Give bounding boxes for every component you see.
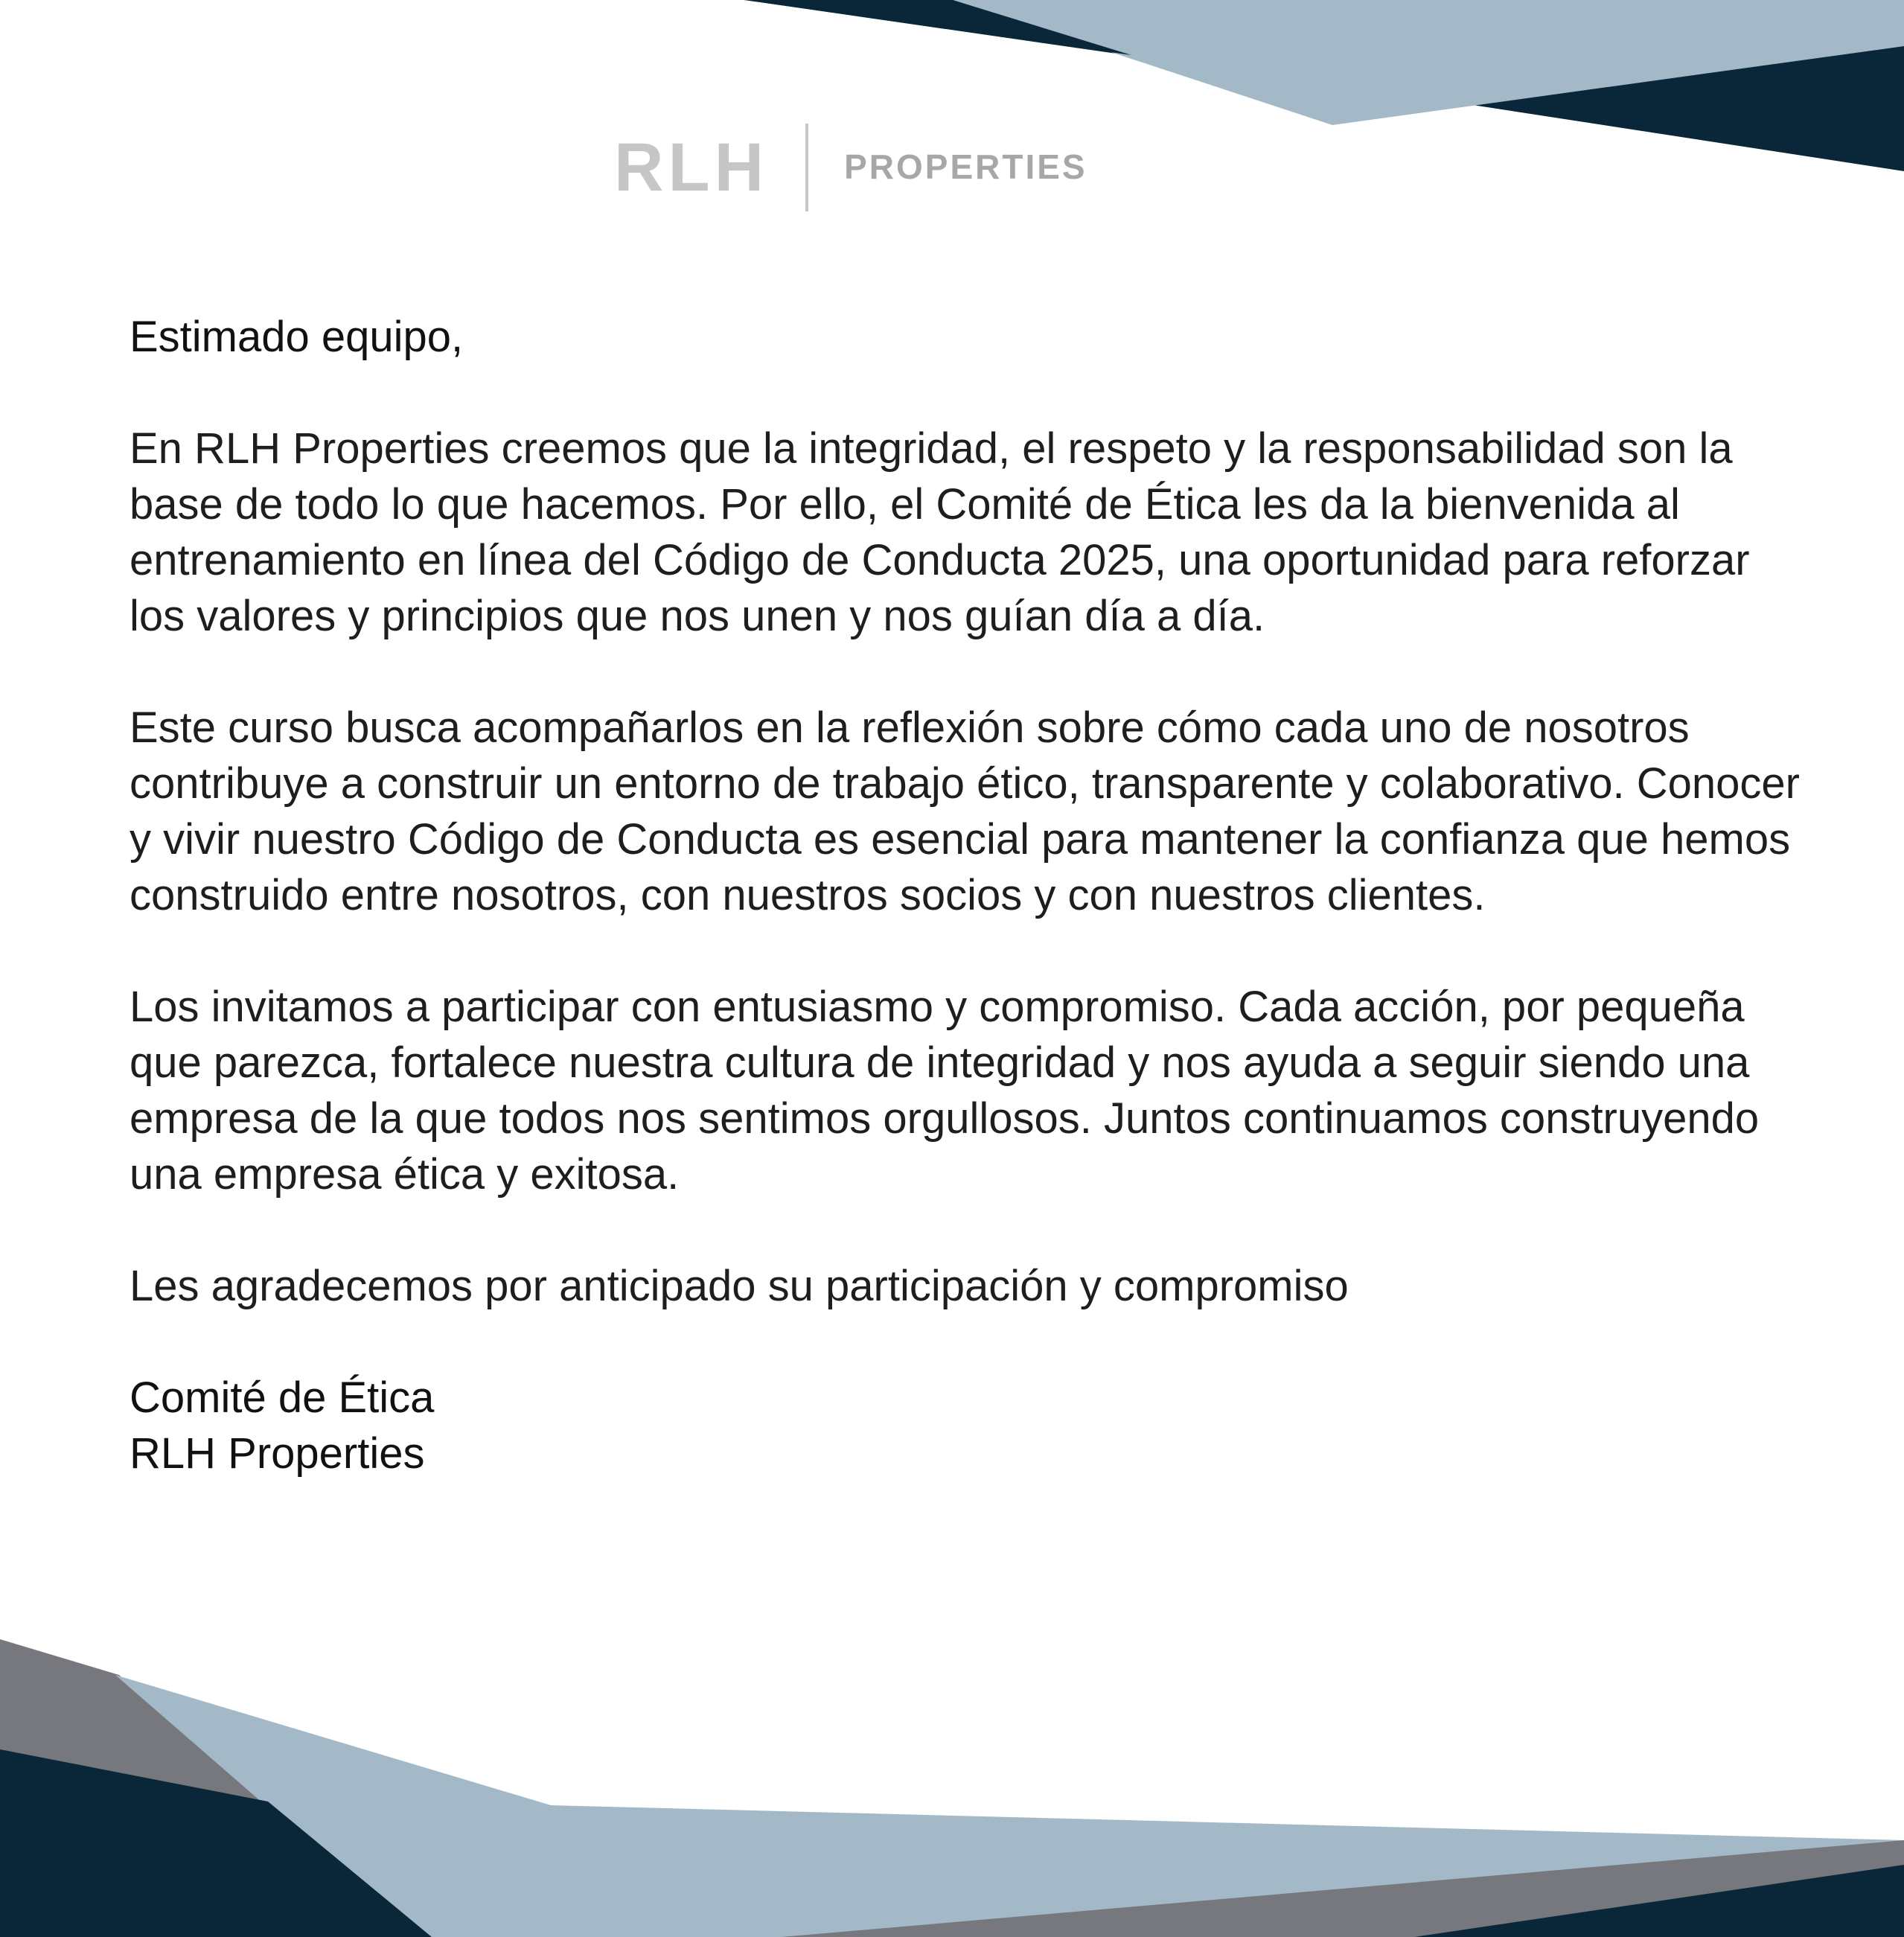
logo-mark: RLH xyxy=(614,130,769,205)
company-logo xyxy=(614,123,1087,212)
paragraph-thanks: Les agradecemos por anticipado su participación y compromiso xyxy=(130,1262,1349,1310)
logo-divider xyxy=(805,124,808,211)
logo-subtitle: PROPERTIES xyxy=(844,147,1087,186)
paragraph-intro: En RLH Properties creemos que la integridad, el respeto y la responsabilidad son la base de todo lo que hacemos. Por ello, el Comité de Ética les da la bienvenida al entrenamiento en línea del Código de Conducta 2025, una oportunidad para reforzar los valores y principios que nos unen y nos guían día a día. xyxy=(130,424,1750,640)
signature-committee: Comité de Ética xyxy=(130,1373,435,1422)
signature xyxy=(130,1370,1812,1481)
greeting: Estimado equipo, xyxy=(130,313,464,361)
signature-company: RLH Properties xyxy=(130,1429,425,1478)
letter-body xyxy=(130,309,1812,1481)
paragraph-invitation: Los invitamos a participar con entusiasmo y compromiso. Cada acción, por pequeña que parezca, fortalece nuestra cultura de integridad y nos ayuda a seguir siendo una empresa de la que todos nos sentimos orgullosos. Juntos continuamos construyendo una empresa ética y exitosa. xyxy=(130,983,1760,1199)
paragraph-course: Este curso busca acompañarlos en la reflexión sobre cómo cada uno de nosotros contribuye a construir un entorno de trabajo ético, transparente y colaborativo. Conocer y vivir nuestro Código de Conducta es esencial para mantener la confianza que hemos construido entre nosotros, con nuestros socios y con nuestros clientes. xyxy=(130,703,1800,919)
